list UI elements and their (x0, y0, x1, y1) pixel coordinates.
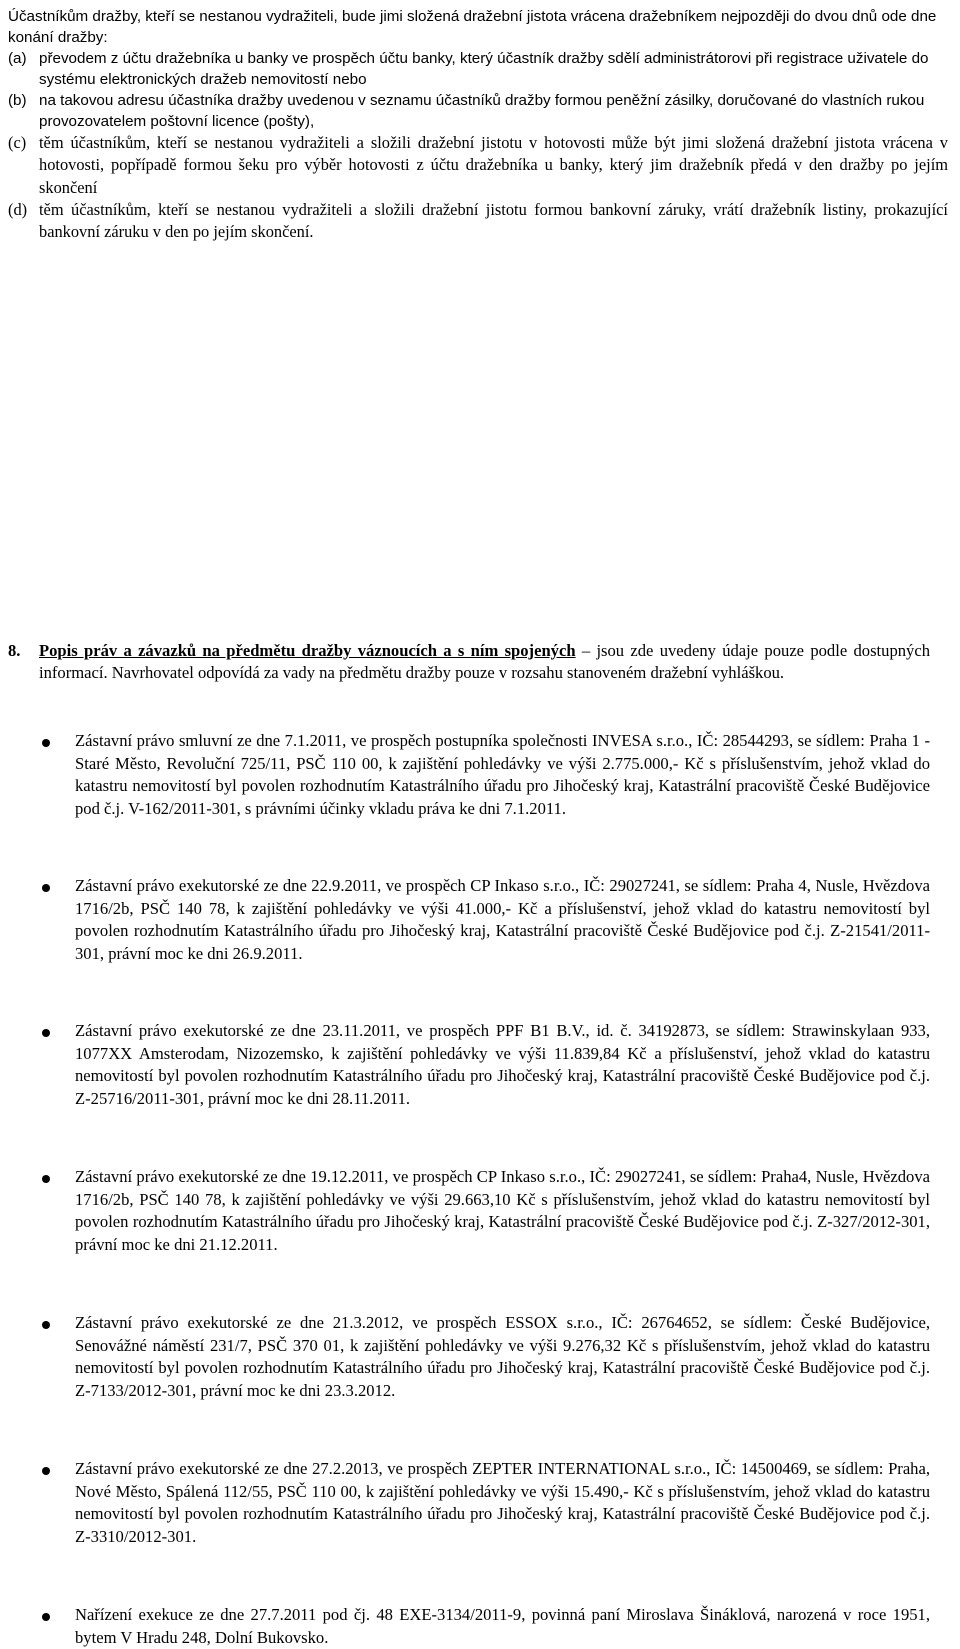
refund-section (8, 6, 948, 243)
item-text: převodem z účtu dražebníka u banky ve prospěch účtu banky, který účastník dražby sdělí administrátorovi při registrace uživatele do systému elektronických dražeb nemovitostí nebo (39, 50, 929, 88)
section-heading: Popis práv a závazků na předmětu dražby váznoucích a s ním spojených (39, 641, 576, 660)
refund-item-b (8, 90, 948, 132)
list-item-text: Zástavní právo exekutorské ze dne 21.3.2012, ve prospěch ESSOX s.r.o., IČ: 26764652, se sídlem: České Budějovice, Senovážné náměstí 231/7, PSČ 370 01, k zajištění pohledávky ve výši 9.276,32 Kč s příslušenstvím, jehož vklad do katastru nemovitostí byl povolen rozhodnutím Katastrálního úřadu pro Jihočeský kraj, Katastrální pracoviště České Budějovice pod č.j. Z-7133/2012-301, právní moc ke dni 23.3.2012. (75, 1313, 930, 1400)
list-item-text: Zástavní právo exekutorské ze dne 19.12.2011, ve prospěch CP Inkaso s.r.o., IČ: 29027241, se sídlem: Praha4, Nusle, Hvězdova 1716/2b, PSČ 140 78, k zajištění pohledávky ve výši 29.663,10 Kč s příslušenstvím, jehož vklad do katastru nemovitostí byl povolen rozhodnutím Katastrálního úřadu pro Jihočeský kraj, Katastrální pracoviště České Budějovice pod č.j. Z-327/2012-301, právní moc ke dni 21.12.2011. (75, 1167, 930, 1254)
list-item-text: Zástavní právo exekutorské ze dne 23.11.2011, ve prospěch PPF B1 B.V., id. č. 34192873, se sídlem: Strawinskylaan 933, 1077XX Amsterodam, Nizozemsko, k zajištění pohledávky ve výši 11.839,84 Kč a příslušenství, jehož vklad do katastru nemovitostí byl povolen rozhodnutím Katastrálního úřadu pro Jihočeský kraj, Katastrální pracoviště České Budějovice pod č.j. Z-25716/2011-301, právní moc ke dni 28.11.2011. (75, 1021, 930, 1108)
list-item-text: Zástavní právo exekutorské ze dne 22.9.2011, ve prospěch CP Inkaso s.r.o., IČ: 29027241, se sídlem: Praha 4, Nusle, Hvězdova 1716/2b, PSČ 140 78, k zajištění pohledávky ve výši 41.000,- Kč a příslušenství, jehož vklad do katastru nemovitostí byl povolen rozhodnutím Katastrálního úřadu pro Jihočeský kraj, Katastrální pracoviště České Budějovice pod č.j. Z-21541/2011-301, právní moc ke dni 26.9.2011. (75, 876, 930, 963)
item-text: těm účastníkům, kteří se nestanou vydražiteli a složili dražební jistotu v hotovosti může být jimi složená dražební jistota vrácena v hotovosti, popřípadě formou šeku pro výběr hotovosti z účtu dražebníka u banky, který jim dražebník předá v den dražby po jejím skončení (39, 133, 948, 197)
section-body (39, 640, 930, 685)
list-item (8, 1458, 930, 1548)
list-item (8, 730, 930, 820)
list-item (8, 1166, 930, 1256)
item-label: (a) (8, 50, 27, 67)
list-item-text: Nařízení exekuce ze dne 27.7.2011 pod čj. 48 EXE-3134/2011-9, povinná paní Miroslava Šináklová, narozená v roce 1951, bytem V Hradu 248, Dolní Bukovsko. (75, 1605, 930, 1647)
refund-item-a (8, 48, 948, 90)
bullet-icon (42, 1175, 50, 1183)
bullet-icon (42, 1321, 50, 1329)
list-item (8, 875, 930, 965)
item-text: na takovou adresu účastníka dražby uvedenou v seznamu účastníků dražby formou peněžní zásilky, doručované do vlastních rukou provozovatelem poštovní licence (pošty), (39, 92, 925, 130)
list-item (8, 1020, 930, 1110)
section-8 (8, 640, 930, 685)
item-text: těm účastníkům, kteří se nestanou vydražiteli a složili dražební jistotu formou bankovní záruky, vrátí dražebník listiny, prokazující bankovní záruku v den po jejím skončení. (39, 199, 948, 242)
refund-item-c (8, 132, 948, 199)
list-item-text: Zástavní právo exekutorské ze dne 27.2.2013, ve prospěch ZEPTER INTERNATIONAL s.r.o., IČ: 14500469, se sídlem: Praha, Nové Město, Spálená 112/55, PSČ 110 00, k zajištění pohledávky ve výši 15.490,- Kč s příslušenstvím, jehož vklad do katastru nemovitostí byl povolen rozhodnutím Katastrálního úřadu pro Jihočeský kraj, Katastrální pracoviště České Budějovice pod č.j. Z-3310/2012-301. (75, 1459, 930, 1546)
bullet-icon (42, 739, 50, 747)
section-number: 8. (8, 641, 21, 660)
section-text: – jsou zde uvedeny údaje pouze podle dostupných informací. Navrhovatel odpovídá za vady na předmětu dražby pouze v rozsahu stanoveném dražební vyhláškou. (39, 641, 930, 683)
bullet-icon (42, 884, 50, 892)
list-item-text: Zástavní právo smluvní ze dne 7.1.2011, ve prospěch postupníka společnosti INVESA s.r.o., IČ: 28544293, se sídlem: Praha 1 - Staré Město, Revoluční 725/11, PSČ 110 00, k zajištění pohledávky ve výši 2.775.000,- Kč s příslušenstvím, jehož vklad do katastru nemovitostí byl povolen rozhodnutím Katastrálního úřadu pro Jihočeský kraj, Katastrální pracoviště České Budějovice pod č.j. V-162/2011-301, s právními účinky vkladu práva ke dni 7.1.2011. (75, 731, 930, 818)
bullet-icon (42, 1613, 50, 1621)
refund-intro: Účastníkům dražby, kteří se nestanou vydražiteli, bude jimi složená dražební jistota vrácena dražebníkem nejpozději do dvou dnů ode dne konání dražby: (8, 8, 937, 46)
list-item (8, 1604, 930, 1649)
bullet-icon (42, 1029, 50, 1037)
item-label: (c) (8, 133, 27, 152)
list-item (8, 1312, 930, 1402)
item-label: (b) (8, 92, 27, 109)
refund-item-d (8, 199, 948, 244)
item-label: (d) (8, 199, 28, 219)
bullet-icon (42, 1467, 50, 1475)
